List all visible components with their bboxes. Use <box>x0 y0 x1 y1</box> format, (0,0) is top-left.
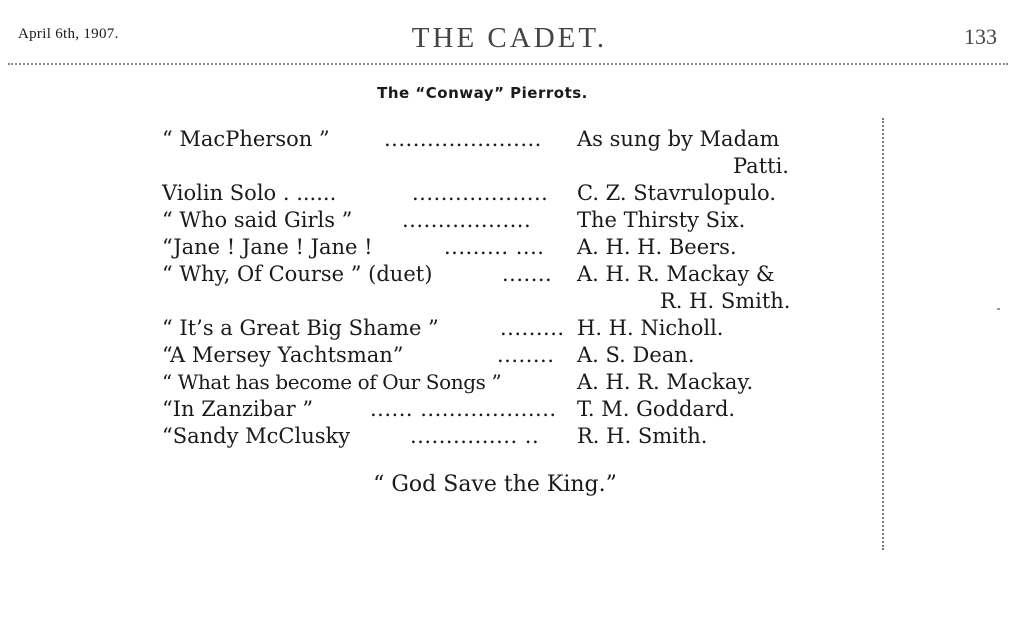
performer: A. H. H. Beers. <box>577 235 737 259</box>
program-item <box>162 180 832 207</box>
song-title: “ Why, Of Course ” (duet) <box>162 262 433 286</box>
song-title: “ MacPherson ” <box>162 127 330 151</box>
leader-dots: ....... <box>502 262 553 286</box>
header-rule <box>8 63 1008 65</box>
program-list <box>162 126 832 450</box>
publication-title: THE CADET. <box>411 22 608 54</box>
performer-continued: R. H. Smith. <box>660 289 791 313</box>
song-title: “ Who said Girls ” <box>162 208 353 232</box>
leader-dots: ................... <box>412 181 549 205</box>
program-item <box>162 315 832 342</box>
song-title: “ What has become of Our Songs ” <box>162 370 502 394</box>
program-item <box>162 261 832 315</box>
performer: A. H. R. Mackay & <box>577 262 775 286</box>
leader-dots: ...... ................... <box>370 397 557 421</box>
leader-dots: ......... .... <box>444 235 545 259</box>
performer-continued: Patti. <box>733 154 789 178</box>
leader-dots: ......... <box>500 316 565 340</box>
performer: A. H. R. Mackay. <box>577 370 754 394</box>
leader-dots: .................. <box>402 208 532 232</box>
leader-dots: ........ <box>497 343 555 367</box>
song-title: “Jane ! Jane ! Jane ! <box>162 235 373 259</box>
program-item <box>162 126 832 180</box>
song-title: “A Mersey Yachtsman” <box>162 343 404 367</box>
page-number: 133 <box>964 24 997 49</box>
program-item <box>162 207 832 234</box>
program-item <box>162 234 832 261</box>
performer: C. Z. Stavrulopulo. <box>577 181 777 205</box>
print-speck <box>997 308 1000 310</box>
performer: T. M. Goddard. <box>577 397 736 421</box>
leader-dots: ...................... <box>384 127 542 151</box>
song-title: “ It’s a Great Big Shame ” <box>162 316 439 340</box>
leader-dots: ............... .. <box>410 424 540 448</box>
program-item <box>162 342 832 369</box>
closing-line: “ God Save the King.” <box>373 472 617 497</box>
performer: R. H. Smith. <box>577 424 708 448</box>
section-title: The “Conway” Pierrots. <box>377 84 588 102</box>
performer: The Thirsty Six. <box>577 208 746 232</box>
performer: A. S. Dean. <box>577 343 695 367</box>
program-item <box>162 396 832 423</box>
program-item <box>162 369 832 396</box>
header-date: April 6th, 1907. <box>18 26 119 42</box>
song-title: “Sandy McClusky <box>162 424 351 448</box>
performer: H. H. Nicholl. <box>577 316 724 340</box>
performer: As sung by Madam <box>577 127 780 151</box>
song-title: “In Zanzibar ” <box>162 397 314 421</box>
song-title: Violin Solo . ...... <box>162 181 337 205</box>
program-item <box>162 423 832 450</box>
